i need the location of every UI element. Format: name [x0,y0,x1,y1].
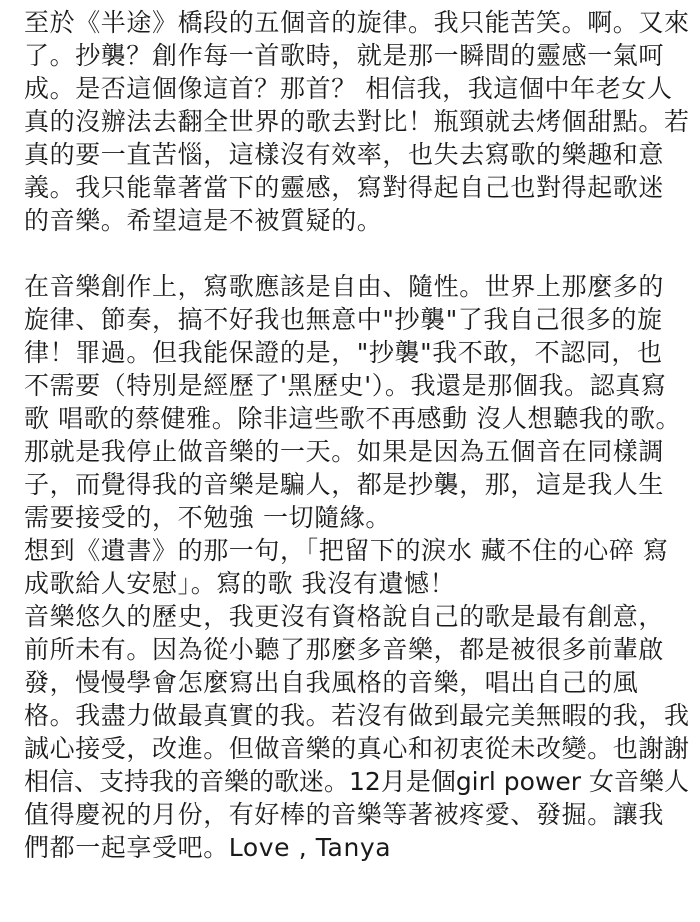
text-line: 們都一起享受吧。Love , Tanya [24,833,392,862]
text-line: 發，慢慢學會怎麼寫出自我風格的音樂，唱出自己的風 [24,668,639,697]
text-line: 歌 唱歌的蔡健雅。除非這些歌不再感動 沒人想聽我的歌。 [24,404,682,433]
post-body [24,6,690,864]
text-line: 音樂悠久的歷史，我更沒有資格說自己的歌是最有創意， [24,602,665,631]
paragraph-1 [24,6,690,237]
text-line: 的音樂。希望這是不被質疑的。 [24,206,383,235]
text-line: 前所未有。因為從小聽了那麼多音樂，都是被很多前輩啟 [24,635,665,664]
text-line: 成歌給人安慰」。寫的歌 我沒有遺憾！ [24,569,456,598]
text-line: 值得慶祝的月份，有好棒的音樂等著被疼愛、發掘。讓我 [24,800,665,829]
text-line: 想到《遺書》的那一句，「把留下的淚水 藏不住的心碎 寫 [24,536,669,565]
text-line: 律！罪過。但我能保證的是，"抄襲"我不敢，不認同，也 [24,338,663,367]
text-line: 在音樂創作上，寫歌應該是自由、隨性。世界上那麼多的 [24,272,665,301]
text-line: 不需要（特別是經歷了'黑歷史'）。我還是那個我。認真寫 [24,371,667,400]
text-line: 義。我只能靠著當下的靈感，寫對得起自己也對得起歌迷 [24,173,665,202]
text-line: 真的沒辦法去翻全世界的歌去對比！瓶頸就去烤個甜點。若 [24,107,690,136]
text-line: 至於《半途》橋段的五個音的旋律。我只能苦笑。啊。又來 [24,8,690,37]
text-line: 旋律、節奏，搞不好我也無意中"抄襲"了我自己很多的旋 [24,305,663,334]
text-line: 那就是我停止做音樂的一天。如果是因為五個音在同樣調 [24,437,665,466]
text-line: 子，而覺得我的音樂是騙人，都是抄襲，那，這是我人生 [24,470,665,499]
text-line: 相信、支持我的音樂的歌迷。12月是個girl power 女音樂人 [24,767,690,796]
paragraph-2 [24,270,690,864]
paragraph-gap [24,237,690,270]
text-line: 格。我盡力做最真實的我。若沒有做到最完美無暇的我，我 [24,701,690,730]
text-line: 真的要一直苦惱，這樣沒有效率，也失去寫歌的樂趣和意 [24,140,665,169]
text-line: 了。抄襲？創作每一首歌時，就是那一瞬間的靈感一氣呵 [24,41,665,70]
text-line: 需要接受的，不勉強 一切隨緣。 [24,503,391,532]
text-line: 成。是否這個像這首？那首？ 相信我，我這個中年老女人 [24,74,673,103]
text-line: 誠心接受，改進。但做音樂的真心和初衷從未改變。也謝謝 [24,734,690,763]
